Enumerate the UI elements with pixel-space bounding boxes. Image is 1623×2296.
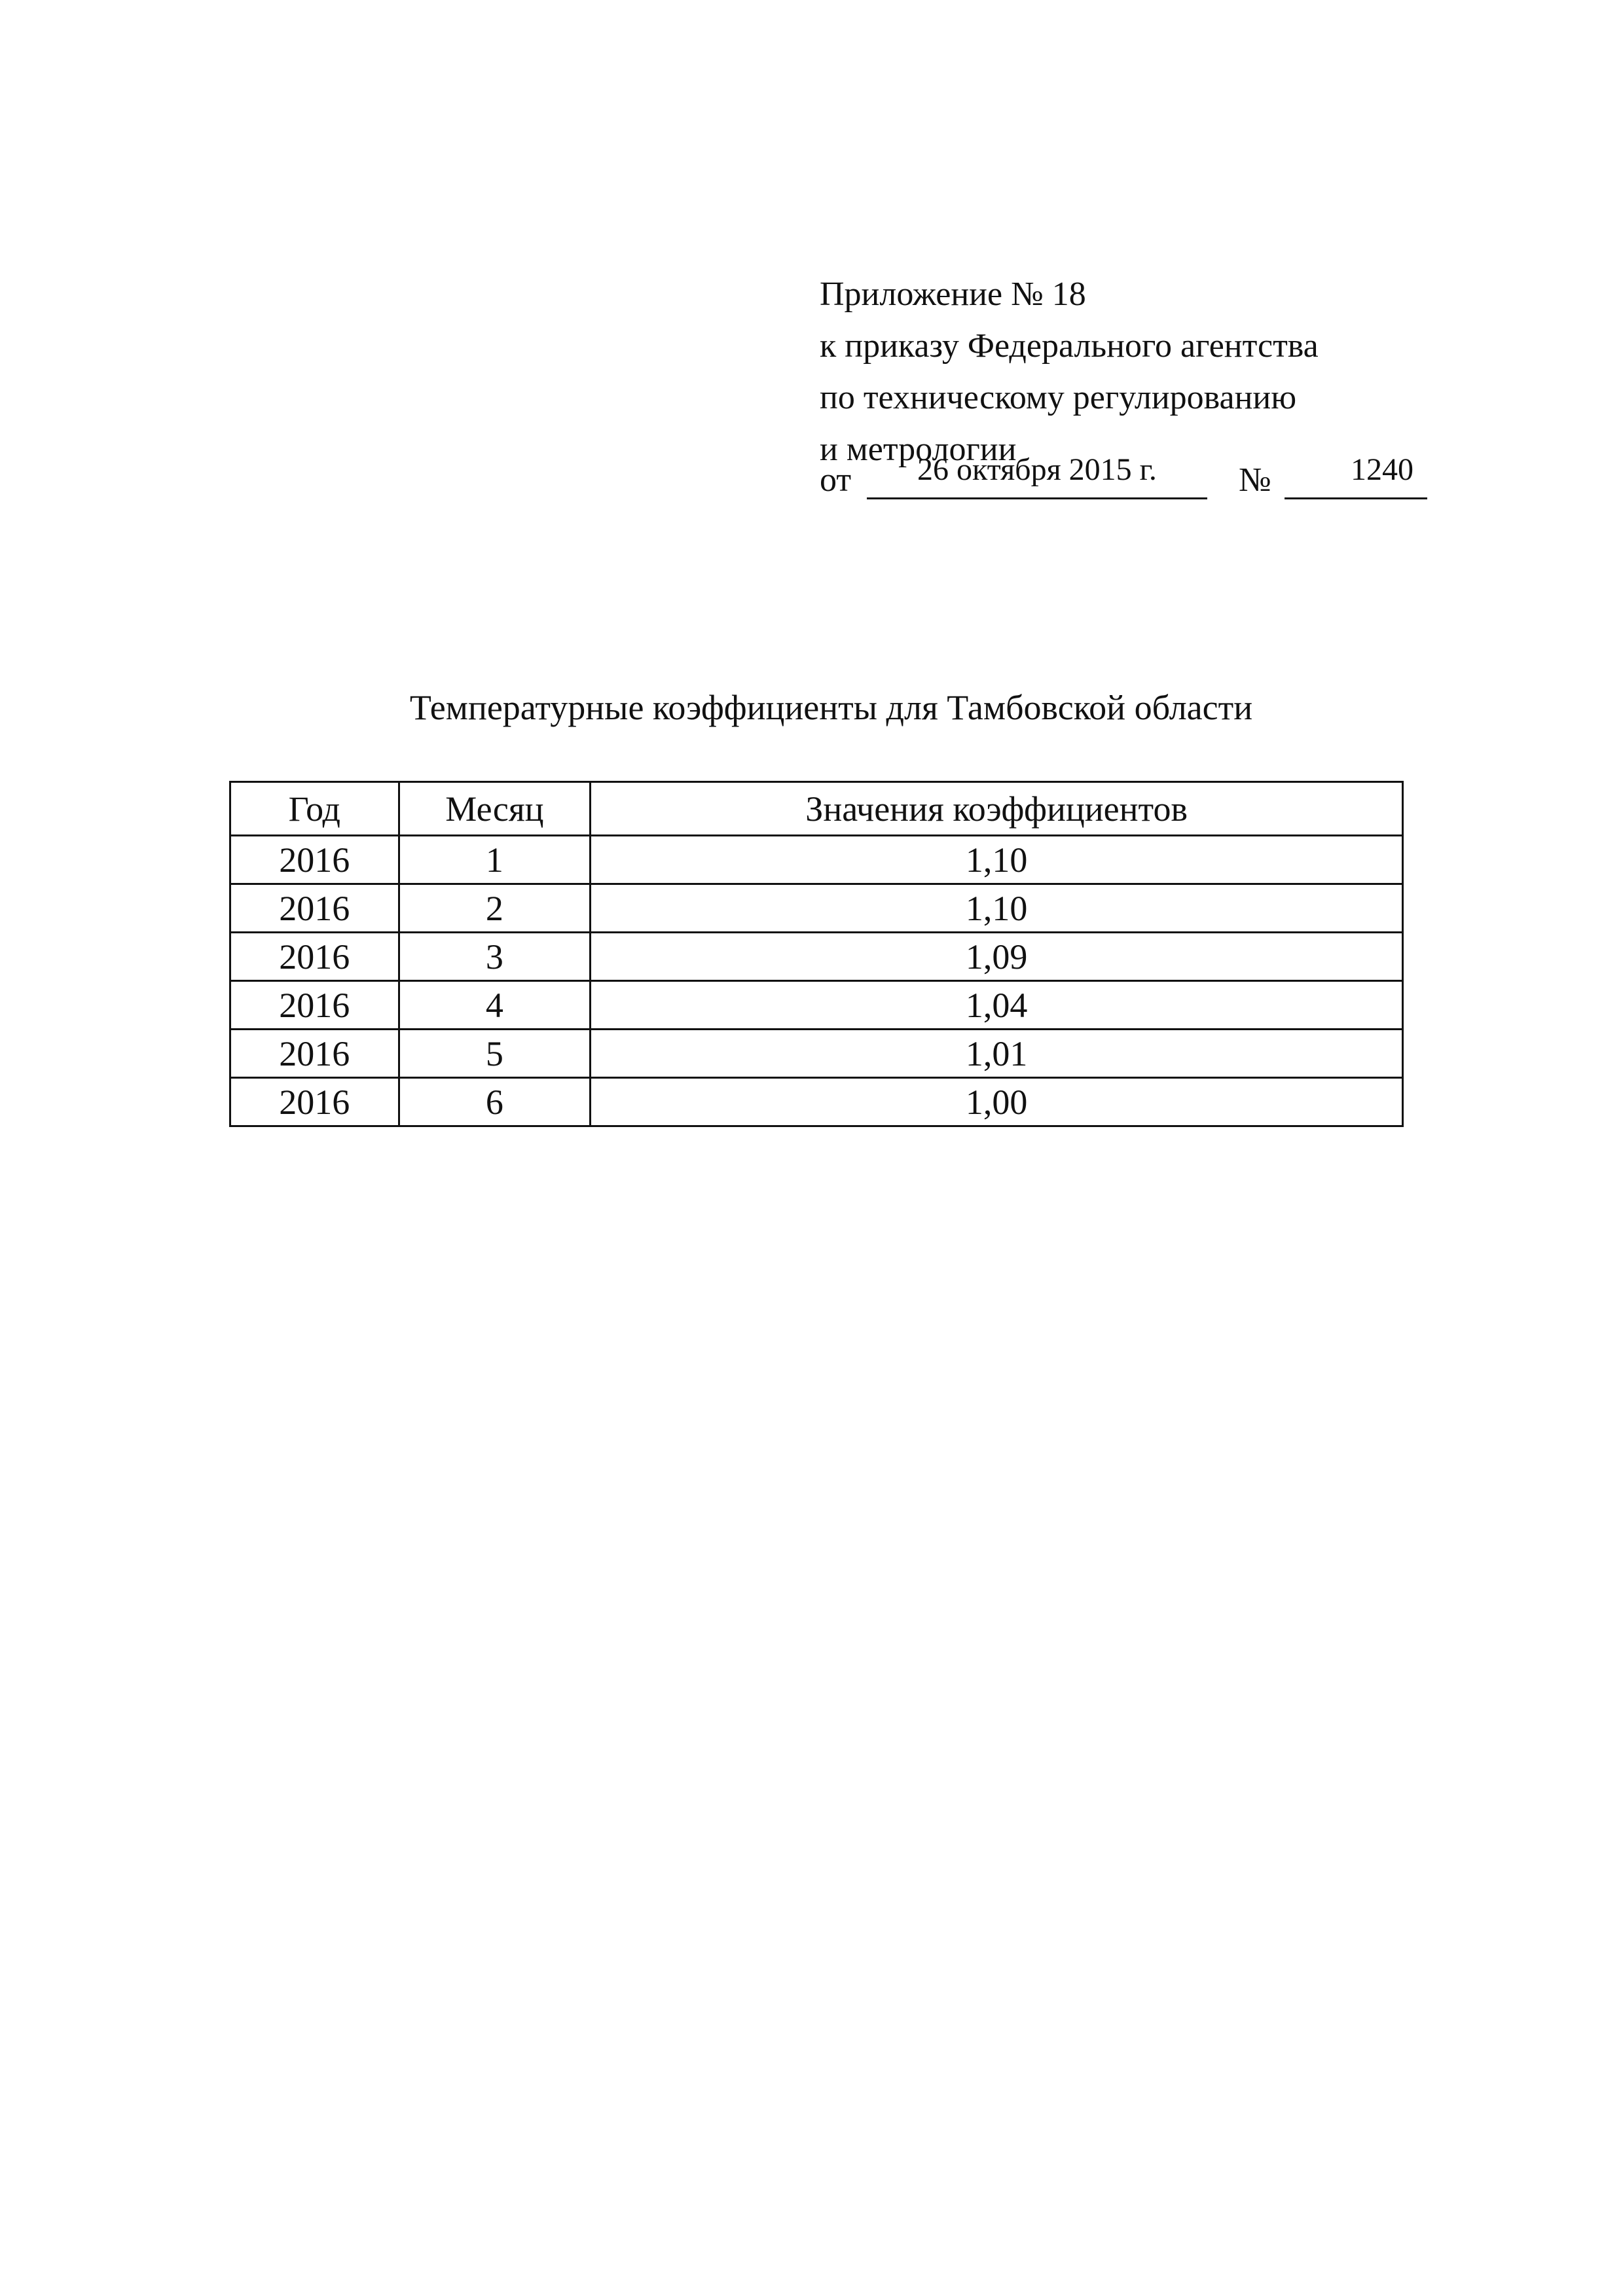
cell-year: 2016	[230, 836, 399, 884]
cell-value: 1,09	[591, 933, 1403, 981]
order-number: 1240	[1351, 452, 1413, 487]
appendix-number: Приложение № 18	[820, 276, 1086, 313]
appendix-agency-line: по техническому регулированию	[820, 379, 1297, 416]
cell-year: 2016	[230, 933, 399, 981]
table-header-row	[230, 782, 1403, 836]
table-row	[230, 836, 1403, 884]
table-row	[230, 1030, 1403, 1078]
cell-year: 2016	[230, 981, 399, 1030]
header-value: Значения коэффициентов	[591, 782, 1403, 836]
order-number-field	[1285, 452, 1427, 499]
cell-value: 1,01	[591, 1030, 1403, 1078]
cell-year: 2016	[230, 1030, 399, 1078]
cell-value: 1,10	[591, 836, 1403, 884]
table-row	[230, 1078, 1403, 1126]
header-year: Год	[230, 782, 399, 836]
cell-year: 2016	[230, 1078, 399, 1126]
cell-year: 2016	[230, 884, 399, 933]
cell-month: 2	[399, 884, 591, 933]
cell-month: 1	[399, 836, 591, 884]
header-month: Месяц	[399, 782, 591, 836]
cell-month: 4	[399, 981, 591, 1030]
cell-month: 3	[399, 933, 591, 981]
order-number-label: №	[1239, 461, 1271, 499]
cell-month: 6	[399, 1078, 591, 1126]
table-row	[230, 933, 1403, 981]
appendix-order-ref: к приказу Федерального агентства	[820, 327, 1319, 365]
order-date: 26 октября 2015 г.	[917, 452, 1157, 487]
coefficients-table	[229, 781, 1404, 1127]
appendix-agency-line-end: и метрологии	[820, 431, 1017, 468]
appendix-header	[820, 268, 1474, 475]
cell-value: 1,04	[591, 981, 1403, 1030]
document-title: Температурные коэффициенты для Тамбовской области	[409, 688, 1253, 727]
order-date-field	[867, 452, 1207, 499]
cell-value: 1,10	[591, 884, 1403, 933]
cell-month: 5	[399, 1030, 591, 1078]
order-details	[820, 452, 1501, 511]
order-from-label: от	[820, 461, 852, 499]
table-row	[230, 981, 1403, 1030]
cell-value: 1,00	[591, 1078, 1403, 1126]
table-row	[230, 884, 1403, 933]
